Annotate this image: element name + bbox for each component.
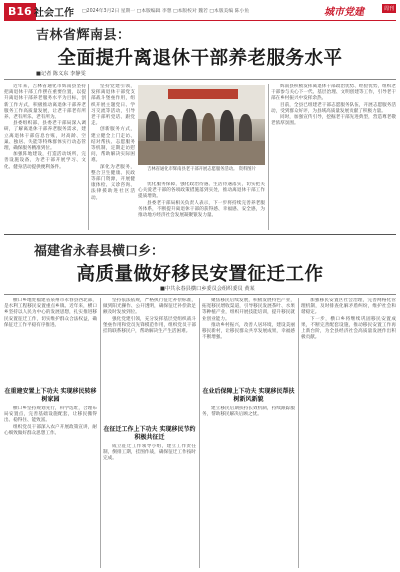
article1-col4 [271,84,396,230]
header-meta: □2024年3月2日 星期一 □本版编辑 李想 □本版校对 魏若 □本版美编 陈小鱼 [82,9,250,14]
article2-col3b [202,406,295,568]
paragraph: 加强移民安置区社会治理，完善网格化管理机制，及时排查化解矛盾纠纷，维护社会和谐稳定。 [301,298,396,316]
article2-subheading-1: 在重建安置上下功夫 实现移民转移 树家园 [4,388,97,403]
person-figure [182,109,197,145]
article2-col4 [301,298,396,568]
article2-subheading-3: 在业后保障上下功夫 实现移民帮扶 树新风新貌 [202,388,295,403]
column-divider [100,298,101,568]
column-divider [268,84,269,230]
paragraph: 深化为老服务，整合卫生健康、民政等部门资源，开展健康体检、义诊咨询、法律援助进社区活动。 [91,164,135,201]
paragraph: 组织党员干部深入农户开展政策宣讲，耐心细致做好群众思想工作。 [4,424,97,436]
article1-byline: ■记者 陈义东 李静雯 [36,71,86,77]
paragraph: 横口乡地处福建省泉州市永春县西北部，是水利工程移民安置重点乡镇。近年来，横口乡坚持以人民为中心的发展思想，扎实推进移民安置征迁工作，切实维护群众合法权益，确保征迁工作平稳有序推进。 [4,298,97,328]
paragraph: 强化党建引领，充分发挥基层党组织战斗堡垒作用和党员先锋模范作用，组织党员干部挂钩联系移民户，帮助解决生产生活困难。 [103,316,196,335]
brand-logo: 城市党建 [324,7,364,18]
person-figure [146,111,160,145]
paragraph: 成立征迁工作领导小组，建立工作责任制，倒排工期，挂图作战，确保征迁工作按时完成。 [103,444,196,462]
paragraph: 坚持党建引领，发挥离退休干部党支部战斗堡垒作用，组织开展主题党日、学习交流等活动，引导老干部听党话、跟党走。 [91,84,135,127]
paragraph: 加强阵地建设，打造活动场所，完善设施设备，为老干部开展学习、文化、健身活动提供便利条件。 [4,152,86,170]
paragraph: 同时，加强宣传引导，挖掘老干部先进典型，营造尊老敬老浓厚氛围。 [271,115,396,127]
paragraph: 聚焦移民后续发展，积极发展特色产业，拓宽移民增收渠道，引导移民发展茶叶、水果等种植产业，组织开展技能培训，提升移民就业创业能力。 [202,298,295,322]
brand-tag: 周刊 [384,6,395,12]
paragraph: 横口乡坚持规划先行，科学选址，合理布局安置点，完善基础设施配套，让移民搬得出、稳得住、能致富。 [4,406,97,424]
article2-rule [4,294,396,295]
paragraph: 县委组织部、县委老干部局深入调研，了解离退休干部养老服务需求，建立离退休干部信息台账，对高龄、空巢、独居、失能等特殊群体实行动态管理，确保服务精准到位。 [4,121,86,152]
paragraph: 推动乡村振兴，改善人居环境，建设美丽移民新村，让移民群众共享发展成果，幸福感不断增强。 [202,322,295,341]
article1-col3 [138,182,265,230]
paragraph: 创新服务方式，建立健全上门走访、结对帮扶、志愿服务等机制，定期走访慰问，帮助解决实际困难。 [91,127,135,164]
article2-pre-title: 福建省永春县横口乡： [34,244,165,259]
article1-col1 [4,84,86,230]
page-code: B16 [4,3,36,20]
paragraph: 目前，全县已组建老干部志愿服务队伍，开展志愿服务活动，受到群众好评，为县域高质量发展贡献了积极力量。 [271,102,396,114]
article1-col2 [91,84,135,230]
paragraph: 优化服务保障，强化政治待遇、生活待遇落实，切实把关心关爱老干部的各项政策措施落到实处，推动离退休干部工作提质增效。 [138,182,265,200]
paragraph: 辉南县积极发挥离退休干部政治优势、经验优势，组织老干部参与关心下一代、基层治理、文明创建等工作，引导老干部在乡村振兴中发挥余热。 [271,84,396,102]
paragraph: 近年来，吉林省通化市辉南县坚持把离退休干部工作摆在重要位置，以提升离退休干部养老服务水平为目标，创新工作方式，积极推动离退休干部养老服务工作高质量发展，让老干部老有所养、老有所乐、老有所为。 [4,84,86,121]
article2-col2 [103,298,196,424]
article-divider [4,234,396,235]
article2-col1 [4,298,97,386]
photo-caption: 吉林省通化市辉南县老干部开展志愿服务活动。 资料图片 [147,167,256,172]
article2-col1b [4,406,97,568]
paragraph: 建立移民后期扶持长效机制，持续跟踪服务，帮助移民解决后顾之忧。 [202,406,295,418]
paragraph: 下一步，横口乡将继续巩固移民安置成果，不断完善配套设施，推动移民安置工作再上新台阶，为全县经济社会高质量发展作出积极贡献。 [301,316,396,341]
column-divider [298,298,299,568]
article1-photo [138,85,265,165]
article2-subheading-2: 在征迁工作上下功夫 实现移民节约 积极共征迁 [103,426,196,441]
article2-col2b [103,444,196,568]
column-divider [199,298,200,568]
article2-byline: ■中共永春县横口乡委员会组织委员 黄某 [160,286,255,292]
article2-title: 高质量做好移民安置征迁工作 [76,264,324,285]
article1-pre-title: 吉林省辉南县： [36,28,131,43]
column-divider [88,84,89,230]
paragraph: 坚持依法依规，严格执行征迁补偿标准，做到阳光操作、公开透明，确保征迁补偿款足额及时发放到位。 [103,298,196,316]
banner-graphic [168,89,238,99]
page-header [0,0,400,22]
section-name: 社会工作 [34,8,74,19]
article2-col3 [202,298,295,384]
paragraph: 县委老干部局相关负责人表示，下一步将持续完善养老服务体系，不断提升离退休干部的获得感、幸福感、安全感，为推动地方经济社会发展凝聚银发力量。 [138,200,265,219]
header-rule [4,20,396,21]
article1-title: 全面提升离退休干部养老服务水平 [57,48,343,69]
person-figure [220,110,234,145]
article1-rule [4,79,396,80]
